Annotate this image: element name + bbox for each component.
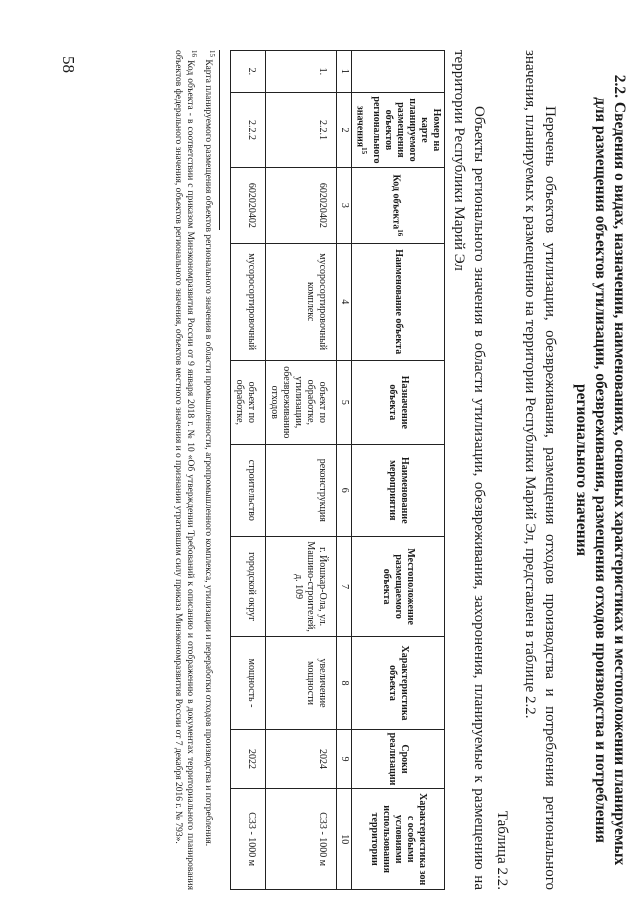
header-col-8: Характеристика объекта (351, 637, 444, 729)
header-col-6: Наименование мероприятия (351, 444, 444, 536)
header-col-9: Сроки реализации (351, 729, 444, 789)
col-number: 7 (336, 536, 351, 637)
header-col-10: Характеристика зон с особыми условиями использования территории (351, 789, 444, 890)
action-cell: реконструкция (265, 444, 336, 536)
objects-table (230, 50, 445, 890)
header-col-3 (351, 168, 444, 243)
object-code-cell: 602020402 (265, 168, 336, 243)
header-col-7: Местоположение размещаемого объекта (351, 536, 444, 637)
characteristic-cell: увеличение мощности (265, 637, 336, 729)
header-col-5: Назначение объекта (351, 360, 444, 444)
map-number-cell: 2.2.2 (230, 92, 265, 167)
col-number: 2 (336, 92, 351, 167)
col-number: 5 (336, 360, 351, 444)
footnote-16 (172, 50, 199, 890)
rotated-page-content (89, 50, 629, 890)
object-purpose-cell: объект по обработке, (230, 360, 265, 444)
term-cell: 2022 (230, 729, 265, 789)
footnote-ref-15: 15 (360, 147, 368, 155)
col-number: 9 (336, 729, 351, 789)
map-number-cell: 2.2.1 (265, 92, 336, 167)
action-cell: строительство (230, 444, 265, 536)
col-number: 8 (336, 637, 351, 729)
location-cell: г. Йошкар-Ола, ул. Машино-строителей, д. 109 (265, 536, 336, 637)
table-header-row (351, 51, 444, 890)
footnote-15 (201, 50, 217, 890)
col-number: 4 (336, 243, 351, 360)
header-col-2-text: Номер на карте планируемого размещения объектов регионального значения (354, 96, 442, 164)
footnote-divider (219, 50, 220, 230)
object-purpose-cell: объект по обработке, утилизации, обезвреживанию отходов (265, 360, 336, 444)
term-cell: 2024 (265, 729, 336, 789)
footnote-text: Код объекта - в соответствии с приказом Минэкономразвития России от 9 января 2018 г. № 10 «Об утверждении Требований к описанию и отображению в документах территориального планирования объектов федерального значения, объектов регионального значения, объектов местного значения и о признании утратившим силу приказа Минэкономразвития России от 7 декабря 2016 г. № 793». (173, 50, 195, 891)
header-col-1 (351, 51, 444, 93)
footnote-mark: 15 (207, 50, 216, 57)
col-number: 6 (336, 444, 351, 536)
table-caption: Объекты регионального значения в области утилизации, обезвреживания, захоронения, планируемые к размещению на территории Республики Марий Эл (451, 50, 487, 890)
location-cell: городской округ (230, 536, 265, 637)
zone-cell: СЗЗ - 1000 м (265, 789, 336, 890)
table-row (265, 51, 336, 890)
table-label: Таблица 2.2. (494, 810, 510, 890)
section-heading: 2.2. Сведения о видах, назначении, наименованиях, основных характеристиках и местоположении планируемых для размещения объектов утилизации, обезвреживания, размещения отходов производства и потребления регионального значения (573, 74, 628, 866)
page-number: 58 (59, 56, 78, 73)
header-col-2 (351, 92, 444, 167)
zone-cell: СЗЗ - 1000 м (230, 789, 265, 890)
col-number: 1 (336, 51, 351, 93)
row-index: 1. (265, 51, 336, 93)
object-name-cell: мусоросортировочный (230, 243, 265, 360)
col-number: 10 (336, 789, 351, 890)
header-col-3-text: Код объекта (390, 174, 402, 230)
footnote-text: Карта планируемого размещения объектов регионального значения в области промышленности, агропромышленного комплекса, утилизации и переработки отходов производства и потребления. (202, 59, 213, 847)
footnote-mark: 16 (190, 50, 199, 57)
object-name-cell: мусоросортировочный комплекс (265, 243, 336, 360)
intro-paragraph: Перечень объектов утилизации, обезвреживания, размещения отходов производства и потребления регионального значения, планируемых к размещению на территории Республики Марий Эл, представлен в таблице 2.2. (522, 50, 558, 890)
col-number: 3 (336, 168, 351, 243)
column-number-row (336, 51, 351, 890)
footnote-ref-16: 16 (396, 229, 404, 237)
header-col-4: Наименование объекта (351, 243, 444, 360)
table-row (230, 51, 265, 890)
object-code-cell: 602020402 (230, 168, 265, 243)
characteristic-cell: мощность - (230, 637, 265, 729)
row-index: 2. (230, 51, 265, 93)
